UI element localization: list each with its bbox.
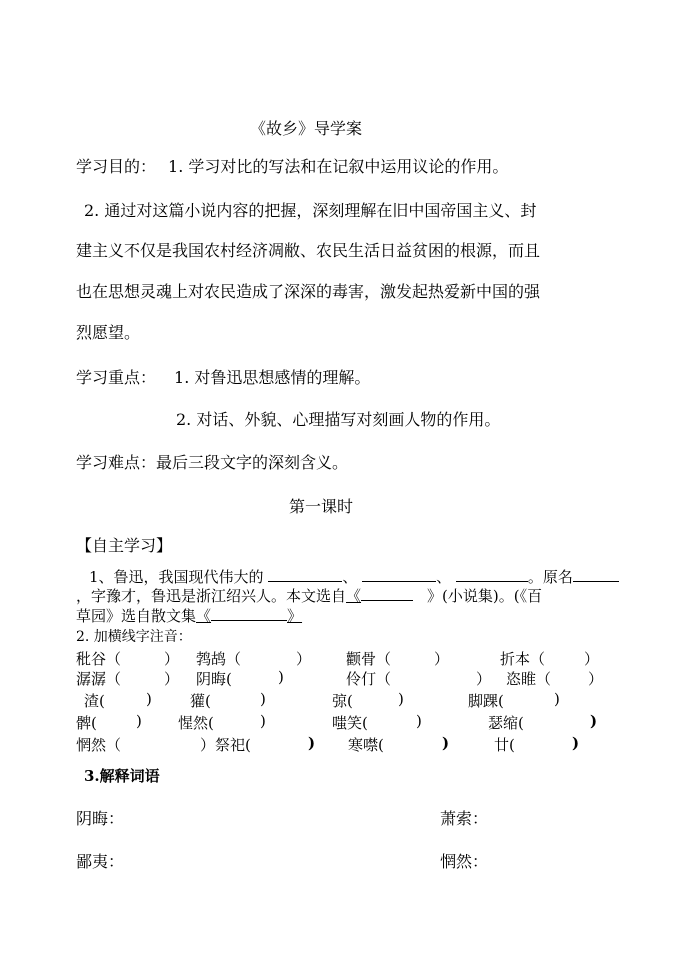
q1-blank-4[interactable] bbox=[573, 567, 619, 582]
q1-blank-1[interactable] bbox=[268, 567, 342, 582]
pinyin-close: ) bbox=[278, 668, 284, 686]
q1-text-4: 草园》选自散文集 bbox=[76, 607, 197, 625]
page-title: 《故乡》导学案 bbox=[250, 119, 363, 138]
q1-source-open-quote: 《 bbox=[346, 587, 362, 605]
question-1-line-3 bbox=[76, 605, 302, 626]
term-wangran: 惘然： bbox=[440, 852, 489, 871]
goals-item-1: 1. 学习对比的写法和在记叙中运用议论的作用。 bbox=[168, 157, 509, 176]
pinyin-term: 折本（ bbox=[500, 650, 546, 668]
key-points-line-1 bbox=[76, 365, 370, 388]
pinyin-close: ) bbox=[146, 690, 152, 708]
q1-blank-5[interactable] bbox=[361, 586, 413, 601]
pinyin-term: 鹁鸪（ bbox=[196, 650, 242, 668]
pinyin-close: ) bbox=[260, 690, 266, 708]
pinyin-term: 嗤笑( bbox=[332, 714, 368, 732]
pinyin-term: 惘然（ bbox=[76, 736, 122, 754]
goals-line-1 bbox=[76, 154, 508, 177]
pinyin-close: ) bbox=[136, 712, 142, 730]
pinyin-term: 寒噤( bbox=[348, 736, 384, 754]
pinyin-term: 潺潺（ bbox=[76, 670, 122, 688]
pinyin-close: ） bbox=[476, 670, 492, 688]
pinyin-close: ） bbox=[434, 650, 450, 668]
pinyin-term: 颧骨（ bbox=[346, 650, 392, 668]
pinyin-term: 渣( bbox=[84, 692, 105, 710]
pinyin-close: ） bbox=[164, 650, 180, 668]
pinyin-close: ） bbox=[296, 650, 312, 668]
question-3-title: 3.解释词语 bbox=[84, 767, 160, 785]
key-points-item-2: 2. 对话、外貌、心理描写对刻画人物的作用。 bbox=[176, 410, 501, 429]
q1-blank-3[interactable] bbox=[456, 567, 528, 582]
goals-label: 学习目的： bbox=[76, 157, 157, 176]
key-points-label: 学习重点： bbox=[76, 368, 157, 387]
pinyin-term: 惺然( bbox=[178, 714, 214, 732]
q1-text-1: 1、鲁迅，我国现代伟大的 bbox=[89, 568, 264, 586]
lesson-heading: 第一课时 bbox=[289, 497, 354, 516]
pinyin-close: ) bbox=[398, 690, 404, 708]
q1-source-close: 》(小说集)。(《百 bbox=[427, 587, 543, 605]
pinyin-term: 弶( bbox=[332, 692, 353, 710]
q1-collection-open-quote: 《 bbox=[196, 607, 212, 625]
pinyin-close: ) bbox=[260, 712, 266, 730]
pinyin-term: 伶仃（ bbox=[346, 670, 392, 688]
question-1-line-1 bbox=[89, 566, 619, 587]
pinyin-close: ) bbox=[590, 712, 598, 730]
term-xiaosuo: 萧索： bbox=[440, 809, 489, 828]
pinyin-term: 阴晦( bbox=[196, 670, 232, 688]
term-biyi: 鄙夷： bbox=[76, 852, 125, 871]
q1-text-2: 。原名 bbox=[527, 568, 573, 586]
pinyin-term: ）祭祀( bbox=[200, 736, 251, 754]
pinyin-term: 髀( bbox=[76, 714, 97, 732]
difficulty-label: 学习难点： bbox=[76, 453, 157, 472]
self-study-heading: 【自主学习】 bbox=[76, 536, 173, 555]
pinyin-close: ) bbox=[308, 734, 316, 752]
pinyin-close: ) bbox=[416, 712, 422, 730]
q1-sep-2: 、 bbox=[436, 568, 452, 586]
goals-item-2-line-2: 建主义不仅是我国农村经济凋敝、农民生活日益贫困的根源，而且 bbox=[76, 241, 541, 260]
q1-blank-6[interactable] bbox=[211, 606, 287, 621]
pinyin-term: 廿( bbox=[494, 736, 515, 754]
pinyin-term: 恣睢（ bbox=[506, 670, 552, 688]
pinyin-close: ） bbox=[584, 650, 600, 668]
q1-sep-1: 、 bbox=[342, 568, 358, 586]
goals-item-2-line-4: 烈愿望。 bbox=[76, 323, 141, 342]
pinyin-term: 瑟缩( bbox=[488, 714, 524, 732]
pinyin-close: ) bbox=[572, 734, 580, 752]
question-1-line-2 bbox=[76, 585, 542, 606]
pinyin-term: 秕谷（ bbox=[76, 650, 122, 668]
pinyin-close: ) bbox=[442, 734, 450, 752]
key-points-item-1: 1. 对鲁迅思想感情的理解。 bbox=[174, 368, 371, 387]
question-2-title: 2. 加横线字注音： bbox=[76, 629, 192, 645]
q1-collection-close-quote: 》 bbox=[287, 607, 303, 625]
pinyin-term: 脚踝( bbox=[468, 692, 504, 710]
pinyin-close: ） bbox=[588, 670, 604, 688]
q1-text-3: ，字豫才，鲁迅是浙江绍兴人。本文选自 bbox=[76, 587, 347, 605]
goals-item-2-line-1: 2. 通过对这篇小说内容的把握，深刻理解在旧中国帝国主义、封 bbox=[84, 201, 537, 220]
goals-item-2-line-3: 也在思想灵魂上对农民造成了深深的毒害，激发起热爱新中国的强 bbox=[76, 282, 541, 301]
difficulty-text: 最后三段文字的深刻含义。 bbox=[156, 453, 349, 472]
pinyin-close: ) bbox=[554, 690, 560, 708]
term-yinhui: 阴晦： bbox=[76, 809, 125, 828]
q1-blank-2[interactable] bbox=[362, 567, 436, 582]
pinyin-term: 獾( bbox=[190, 692, 211, 710]
pinyin-close: ） bbox=[164, 670, 180, 688]
difficulty-line bbox=[76, 450, 348, 473]
